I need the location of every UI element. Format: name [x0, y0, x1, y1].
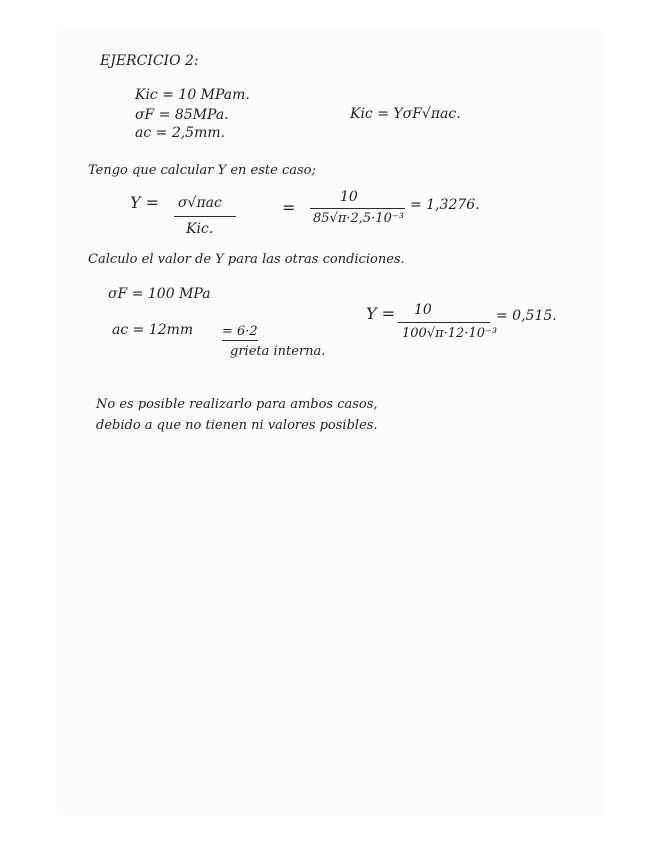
section1-fraction-bar-value	[310, 208, 405, 209]
section2-numerator: 10	[414, 302, 432, 318]
section1-denominator-symbolic: Kic.	[186, 221, 214, 237]
section1-equals: =	[282, 198, 296, 217]
section2-sigma-f: σF = 100 MPa	[108, 286, 211, 302]
given-ac: ac = 2,5mm.	[135, 125, 226, 141]
section1-intro: Tengo que calcular Y en este caso;	[88, 163, 316, 178]
section2-intro: Calculo el valor de Y para las otras condiciones.	[88, 252, 405, 267]
section1-fraction-bar-symbolic	[174, 216, 236, 217]
section2-y-lhs: Y =	[366, 304, 396, 323]
section1-y-lhs: Y =	[130, 193, 160, 212]
section2-denominator: 100√π·12·10⁻³	[402, 326, 498, 341]
section2-ac: ac = 12mm	[112, 322, 194, 338]
conclusion-line-1: No es posible realizarlo para ambos casos,	[96, 397, 378, 412]
section2-ac-note: = 6·2	[222, 324, 258, 339]
section1-numerator-value: 10	[340, 189, 358, 205]
section1-denominator-value: 85√π·2,5·10⁻³	[313, 211, 404, 226]
section1-result: = 1,3276.	[410, 197, 480, 213]
section2-fraction-bar	[398, 322, 490, 323]
conclusion-line-2: debido a que no tienen ni valores posibles.	[96, 418, 378, 433]
section1-numerator-symbolic: σ√πac	[178, 195, 222, 211]
given-sigma-f: σF = 85MPa.	[135, 107, 229, 123]
section2-ac-note-internal-crack: grieta interna.	[230, 344, 326, 359]
section2-ac-note-underline	[222, 340, 258, 341]
section2-result: = 0,515.	[496, 308, 557, 324]
fracture-toughness-formula: Kic = YσF√πac.	[350, 106, 461, 122]
given-kic: Kic = 10 MPam.	[135, 87, 250, 103]
exercise-title: EJERCICIO 2:	[100, 53, 199, 69]
